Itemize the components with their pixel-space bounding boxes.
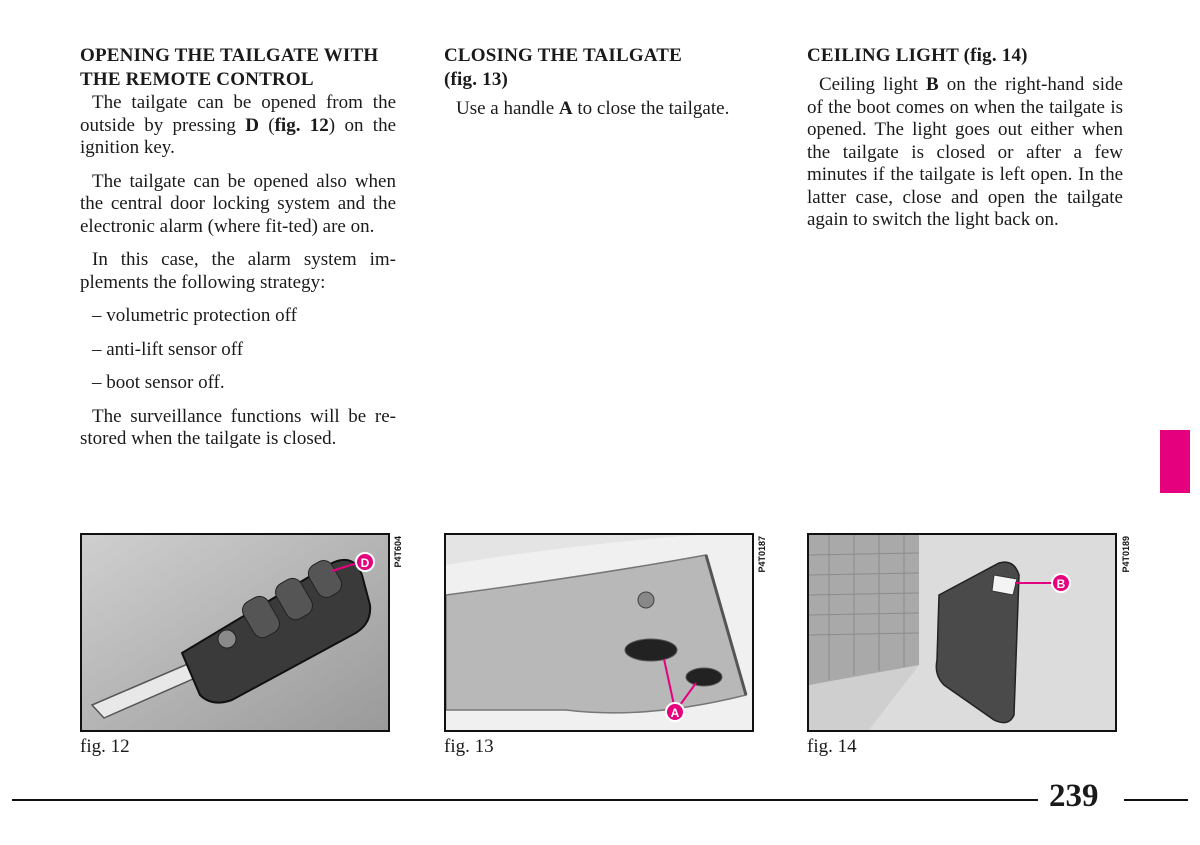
column-ceiling-light bbox=[807, 44, 1123, 243]
section-heading-ceiling-light: CEILING LIGHT (fig. 14) bbox=[807, 45, 1028, 66]
ref-letter-b: B bbox=[925, 74, 939, 95]
footer-rule-left bbox=[12, 799, 1038, 801]
callout-label-d: D bbox=[360, 556, 370, 570]
heading-line-2: THE REMOTE CONTROL bbox=[80, 69, 314, 90]
paragraph-ceiling-light bbox=[807, 74, 1123, 232]
text-run: to close the tailgate. bbox=[572, 98, 730, 119]
column-closing-tailgate bbox=[444, 44, 760, 132]
page-number: 239 bbox=[1049, 778, 1099, 814]
callout-label-b: B bbox=[1056, 577, 1066, 591]
figure-code: P4T604 bbox=[393, 536, 403, 568]
bullet-anti-lift-sensor: – anti-lift sensor off bbox=[92, 338, 244, 360]
fig-reference: fig. 12 bbox=[274, 114, 329, 136]
boot-interior-illustration bbox=[809, 535, 1115, 730]
paragraph-surveillance-restored: The surveillance functions will be re-stored when the tailgate is closed. bbox=[80, 405, 396, 449]
paragraph-opening-remote bbox=[80, 92, 396, 160]
key-fob-illustration bbox=[82, 535, 388, 730]
text-run: Use a handle bbox=[456, 98, 559, 119]
figure-14-ceiling-light bbox=[807, 533, 1117, 732]
section-heading-opening-tailgate bbox=[80, 44, 396, 92]
figure-code: P4T0187 bbox=[757, 536, 767, 573]
callout-label-a: A bbox=[670, 706, 680, 720]
text-run: Ceiling light bbox=[819, 74, 926, 95]
cargo-net bbox=[809, 535, 919, 685]
ceiling-lamp bbox=[992, 575, 1017, 595]
bullet-boot-sensor: – boot sensor off. bbox=[92, 372, 225, 393]
fob-pivot-button bbox=[218, 630, 236, 648]
figure-caption: fig. 12 bbox=[80, 736, 130, 757]
section-tab-marker bbox=[1160, 430, 1190, 493]
tailgate-illustration bbox=[446, 535, 752, 730]
heading-line-1: CLOSING THE TAILGATE bbox=[444, 45, 683, 66]
figure-caption: fig. 13 bbox=[444, 736, 494, 757]
paragraph-close-handle bbox=[444, 98, 760, 121]
bullet-volumetric-protection: – volumetric protection off bbox=[92, 305, 297, 326]
figure-12-key-fob bbox=[80, 533, 390, 732]
footer-rule-right bbox=[1124, 799, 1188, 801]
figure-caption: fig. 14 bbox=[807, 736, 857, 757]
text-run: on the right-hand side of the boot comes on when the tailgate is opened. The light goes out either when the tailgate is closed or after a few minutes if the tailgate is left open. In the latter case, close and open the tailgate again to switch the light back on. bbox=[807, 74, 1123, 230]
handle-recess-2 bbox=[686, 668, 722, 686]
heading-line-1: OPENING THE TAILGATE WITH bbox=[80, 45, 379, 66]
text-run: The tailgate can be opened from the outside by pressing bbox=[80, 92, 396, 136]
text-run: ) on the ignition key. bbox=[80, 114, 396, 158]
paragraph-central-locking: The tailgate can be opened also when the central door locking system and the electronic alarm (where fit-ted) are on. bbox=[80, 170, 396, 237]
figure-code: P4T0189 bbox=[1121, 536, 1131, 573]
column-opening-tailgate bbox=[80, 44, 396, 462]
ref-letter-a: A bbox=[558, 98, 573, 119]
section-heading-closing-tailgate bbox=[444, 44, 760, 92]
figure-13-tailgate-handle bbox=[444, 533, 754, 732]
text-run: ( bbox=[258, 114, 275, 136]
paragraph-alarm-strategy: In this case, the alarm system im-plements the following strategy: bbox=[80, 249, 396, 293]
heading-line-2: (fig. 13) bbox=[444, 69, 509, 90]
ref-letter-d: D bbox=[245, 114, 259, 136]
handle-recess-1 bbox=[625, 639, 677, 661]
